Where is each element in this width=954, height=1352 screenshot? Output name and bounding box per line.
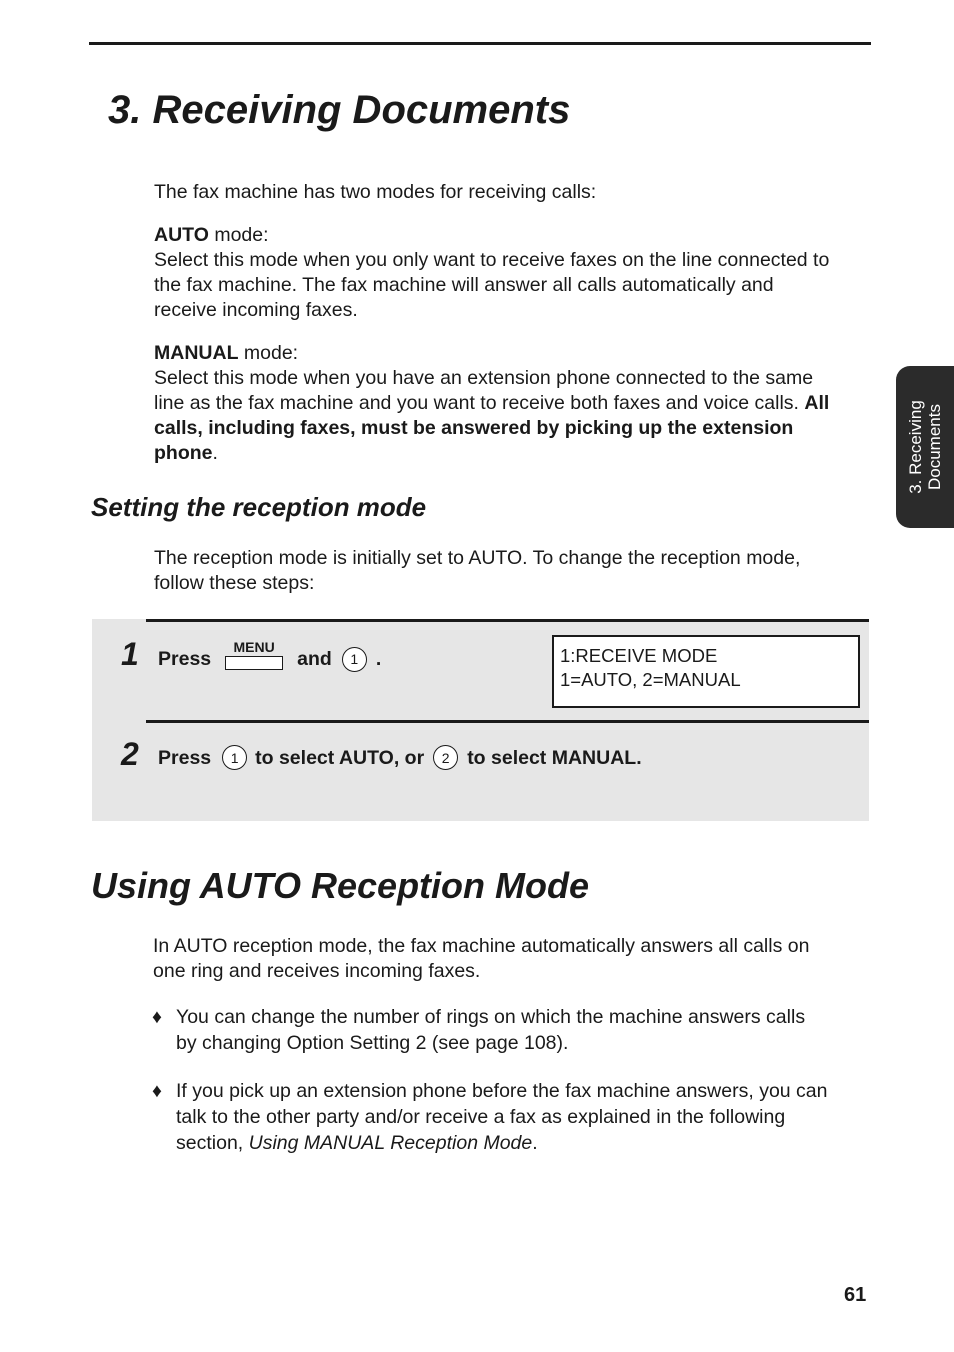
step-1-rule (146, 619, 869, 622)
step-2-number: 2 (121, 736, 139, 772)
page-number: 61 (844, 1284, 867, 1306)
bullet-2-line-3-end: . (532, 1132, 538, 1154)
manual-mode-line-4-bold: phone (154, 442, 213, 464)
bullet-2-icon: ♦ (152, 1080, 162, 1102)
manual-mode-title (154, 341, 864, 366)
step-2-press: Press (158, 746, 212, 769)
setting-body-line-1: The reception mode is initially set to AUTO. To change the reception mode, (154, 547, 801, 569)
side-tab-line-2: Documents (925, 404, 944, 490)
auto-mode-desc-1: Select this mode when you only want to receive faxes on the line connected to (154, 249, 830, 271)
key-1-button[interactable]: 1 (222, 745, 247, 770)
top-rule (89, 42, 871, 45)
step-1-instruction (158, 639, 382, 673)
auto-mode-name: AUTO (154, 224, 209, 246)
intro-text: The fax machine has two modes for receiving calls: (154, 181, 597, 203)
setting-body-line-2: follow these steps: (154, 572, 315, 594)
manual-mode-line-2-plain: line as the fax machine and you want to receive both faxes and voice calls. (154, 392, 805, 414)
auto-body-line-1: In AUTO reception mode, the fax machine automatically answers all calls on (153, 935, 810, 957)
step-2-rule (146, 720, 869, 723)
bullet-1-text (176, 1004, 866, 1056)
auto-mode-desc-3: receive incoming faxes. (154, 299, 358, 321)
lcd-line-2: 1=AUTO, 2=MANUAL (560, 669, 741, 690)
bullet-2-line-3 (176, 1130, 866, 1156)
auto-mode-suffix: mode: (208, 224, 269, 246)
step-1-number: 1 (121, 636, 139, 672)
manual-mode-line-4 (154, 441, 864, 466)
setting-reception-heading: Setting the reception mode (91, 492, 427, 522)
manual-mode-line-1: Select this mode when you have an extension phone connected to the same (154, 367, 814, 389)
manual-mode-suffix: mode: (238, 342, 299, 364)
manual-mode-name: MANUAL (154, 342, 239, 364)
bullet-1-icon: ♦ (152, 1006, 162, 1028)
side-tab-text (896, 366, 954, 528)
manual-mode-line-3 (154, 416, 864, 441)
key-2-button[interactable]: 2 (433, 745, 458, 770)
manual-mode-line-3-bold: calls, including faxes, must be answered by picking up the extension (154, 417, 794, 439)
step-2-mid: to select AUTO, or (255, 746, 425, 769)
bullet-1-line-2: by changing Option Setting 2 (see page 108). (176, 1032, 569, 1054)
chapter-side-tab (896, 366, 954, 528)
bullet-2-line-2: talk to the other party and/or receive a fax as explained in the following (176, 1106, 786, 1128)
lcd-line-1: 1:RECEIVE MODE (560, 645, 718, 666)
setting-reception-body (154, 546, 864, 596)
step-1-end: . (375, 648, 382, 670)
step-2-end: to select MANUAL. (467, 746, 642, 769)
manual-mode-line-4-end: . (212, 442, 218, 464)
lcd-display (552, 635, 860, 708)
bullet-1-line-1: You can change the number of rings on which the machine answers calls (176, 1006, 806, 1028)
bullet-2-line-3-plain: section, (176, 1132, 249, 1154)
auto-mode-title (154, 223, 864, 248)
bullet-2-line-1: If you pick up an extension phone before the fax machine answers, you can (176, 1080, 828, 1102)
manual-mode-line-2-bold: All (804, 392, 830, 414)
step-1-press: Press (158, 648, 212, 670)
auto-reception-heading: Using AUTO Reception Mode (91, 865, 590, 906)
manual-mode-line-2 (154, 391, 864, 416)
menu-key-button[interactable] (223, 639, 285, 673)
step-2-instruction (158, 745, 642, 770)
chapter-title: 3. Receiving Documents (108, 88, 571, 132)
step-1-and: and (297, 648, 332, 670)
auto-mode-desc-2: the fax machine. The fax machine will answer all calls automatically and (154, 274, 774, 296)
side-tab-line-1: 3. Receiving (906, 400, 925, 494)
auto-reception-body (153, 934, 865, 984)
bullet-2-text (176, 1078, 866, 1156)
menu-key-icon (225, 656, 283, 670)
menu-key-label: MENU (233, 639, 275, 655)
manual-reception-link: Using MANUAL Reception Mode (248, 1132, 533, 1154)
manual-mode-block (154, 341, 864, 466)
key-1-button[interactable]: 1 (342, 647, 367, 672)
auto-mode-block (154, 223, 864, 323)
auto-body-line-2: one ring and receives incoming faxes. (153, 960, 481, 982)
